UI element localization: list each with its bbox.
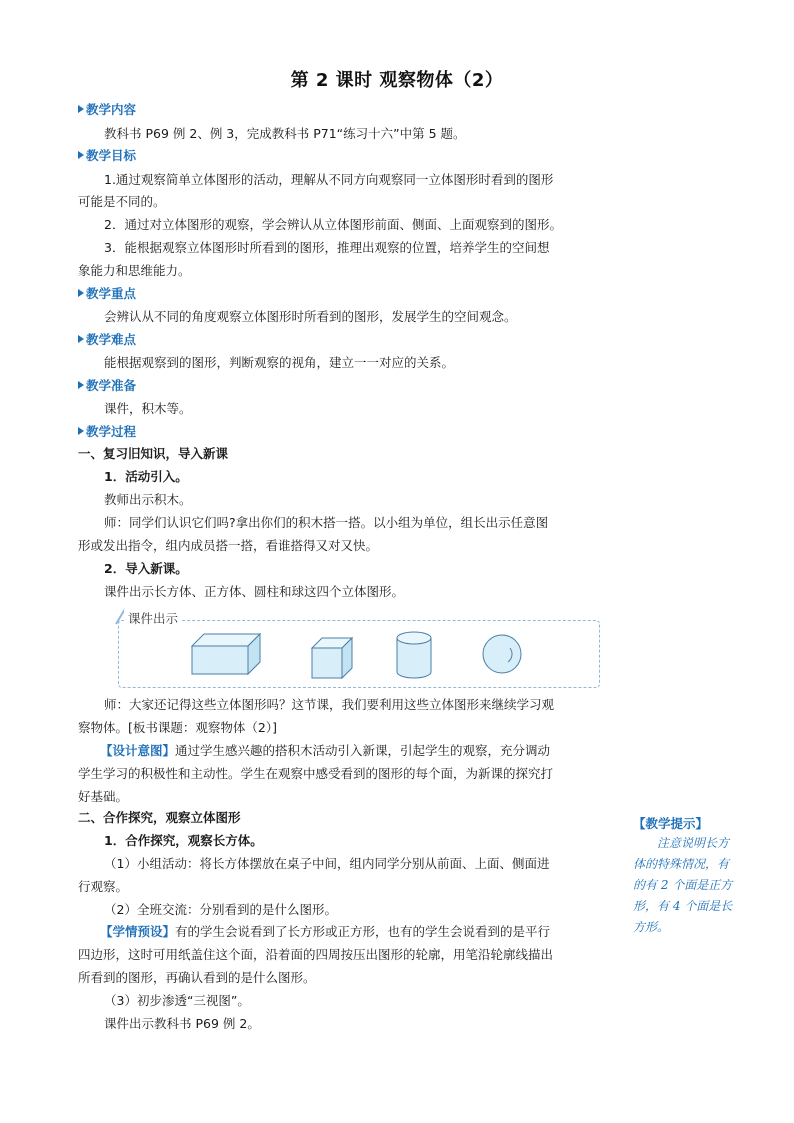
- part-2-heading: 二、合作探究，观察立体图形: [78, 810, 241, 825]
- step-2-heading: 2．导入新课。: [104, 561, 188, 576]
- section-heading-content: 教学内容: [78, 100, 608, 120]
- design-intent-line-3: 好基础。: [78, 789, 129, 804]
- design-intent-line-2: 学生学习的积极性和主动性。学生在观察中感受看到的图形的每个面，为新课的探究打: [78, 766, 554, 781]
- step-2-text: 课件出示长方体、正方体、圆柱和球这四个立体图形。: [104, 584, 405, 599]
- section-heading-prep: 教学准备: [78, 376, 608, 396]
- activity-2: （2）全班交流：分别看到的是什么图形。: [104, 902, 337, 917]
- teacher-2-line-2: 察物体。[板书课题：观察物体（2）]: [78, 720, 277, 735]
- teaching-tip-title: 【教学提示】: [633, 816, 709, 831]
- part-1-heading: 一、复习旧知识，导入新课: [78, 446, 229, 461]
- teacher-2-line-1: 师：大家还记得这些立体图形吗？这节课，我们要利用这些立体图形来继续学习观: [104, 697, 555, 712]
- goal-3-line-2: 象能力和思维能力。: [78, 263, 191, 278]
- content-text: 教科书 P69 例 2、例 3，完成教科书 P71“练习十六”中第 5 题。: [104, 126, 466, 141]
- difficulty-text: 能根据观察到的图形，判断观察的视角，建立一一对应的关系。: [104, 355, 455, 370]
- section-heading-difficulty: 教学难点: [78, 330, 608, 350]
- triangle-bullet-icon: [78, 335, 84, 343]
- design-intent-line-1: 【设计意图】通过学生感兴趣的搭积木活动引入新课，引起学生的观察，充分调动: [100, 743, 551, 758]
- triangle-bullet-icon: [78, 151, 84, 159]
- step-1-text: 教师出示积木。: [104, 492, 192, 507]
- prep-text: 课件，积木等。: [104, 401, 192, 416]
- triangle-bullet-icon: [78, 289, 84, 297]
- goal-1-line-2: 可能是不同的。: [78, 194, 166, 209]
- goal-1-line-1: 1.通过观察简单立体图形的活动，理解从不同方向观察同一立体图形时看到的图形: [104, 172, 554, 187]
- step-1-heading: 1．活动引入。: [104, 469, 188, 484]
- design-intent-tag: 【设计意图】: [100, 743, 176, 758]
- courseware-label: 课件出示: [124, 609, 182, 627]
- teacher-1-line-2: 形或发出指令，组内成员搭一搭，看谁搭得又对又快。: [78, 538, 379, 553]
- tip-line: 注意说明长方: [657, 836, 730, 850]
- cube-shape: [310, 636, 356, 680]
- predict-tag: 【学情预设】: [100, 924, 176, 939]
- teaching-tip-text: [633, 833, 751, 938]
- tip-line: 体的特殊情况，有: [633, 857, 730, 871]
- sub-1-heading: 1．合作探究，观察长方体。: [104, 833, 263, 848]
- key-text: 会辨认从不同的角度观察立体图形时所看到的图形，发展学生的空间观念。: [104, 309, 517, 324]
- predict-line-2: 四边形，这时可用纸盖住这个面，沿着面的四周按压出图形的轮廓，用笔沿轮廓线描出: [78, 947, 554, 962]
- tip-line: 形，有 4 个面是长: [633, 899, 733, 913]
- cylinder-shape: [394, 630, 434, 680]
- triangle-bullet-icon: [78, 381, 84, 389]
- activity-1-line-2: 行观察。: [78, 879, 129, 894]
- section-heading-key: 教学重点: [78, 284, 608, 304]
- activity-1-line-1: （1）小组活动：将长方体摆放在桌子中间，组内同学分别从前面、上面、侧面进: [104, 856, 550, 871]
- tip-line: 方形。: [633, 920, 670, 934]
- goal-3-line-1: 3．能根据观察立体图形时所看到的图形，推理出观察的位置，培养学生的空间想: [104, 240, 550, 255]
- triangle-bullet-icon: [78, 427, 84, 435]
- activity-3-text: 课件出示教科书 P69 例 2。: [104, 1016, 260, 1031]
- tip-line: 的有 2 个面是正方: [633, 878, 733, 892]
- cuboid-shape: [190, 632, 262, 676]
- sphere-shape: [480, 632, 524, 676]
- goal-2: 2．通过对立体图形的观察，学会辨认从立体图形前面、侧面、上面观察到的图形。: [104, 217, 562, 232]
- predict-line-3: 所看到的图形，再确认看到的是什么图形。: [78, 970, 316, 985]
- activity-3: （3）初步渗透“三视图”。: [104, 993, 250, 1008]
- teacher-1-line-1: 师：同学们认识它们吗?拿出你们的积木搭一搭。以小组为单位，组长出示任意图: [104, 515, 549, 530]
- triangle-bullet-icon: [78, 105, 84, 113]
- predict-line-1: 【学情预设】有的学生会说看到了长方形或正方形，也有的学生会说看到的是平行: [100, 924, 551, 939]
- section-heading-process: 教学过程: [78, 422, 608, 442]
- section-heading-goals: 教学目标: [78, 146, 608, 166]
- page-title: 第 2 课时 观察物体（2）: [290, 70, 504, 91]
